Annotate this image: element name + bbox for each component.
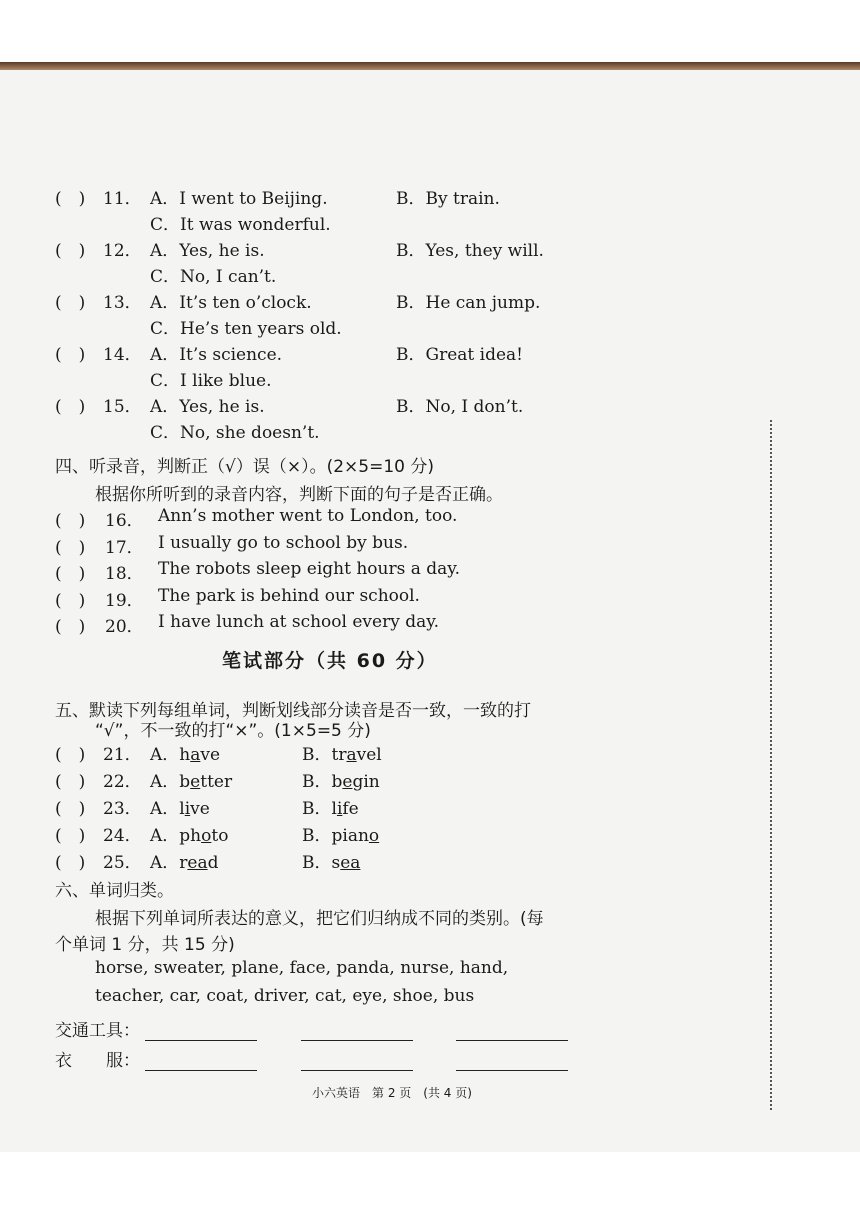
category-transport [55,1016,568,1041]
word-b-underlined: i [336,799,343,819]
category-clothes-label: 衣 服： [55,1051,140,1071]
answer-paren[interactable]: ( ) [55,799,86,819]
word-a-underlined: e [190,772,201,792]
word-a-pre: r [179,853,188,873]
word-a [150,848,219,873]
option-a: A．I went to Beijing. [150,189,328,209]
word-b-pre: pian [331,826,369,846]
word-a-label: A． [150,853,180,873]
word-a-post: ve [200,745,221,765]
answer-paren[interactable]: ( ) [55,745,86,765]
question-number: 17． [105,537,144,558]
page-footer: 小六英语 第 2 页 (共 4 页) [312,1086,472,1100]
answer-paren[interactable]: ( ) [55,826,86,846]
word-bank-line1: horse, sweater, plane, face, panda, nurse, hand, [95,958,509,978]
word-a-label: A． [150,826,180,846]
word-b-post: gin [352,772,380,792]
word-a-pre: ph [179,826,202,846]
question-number: 23． [103,799,142,819]
statement-text: Ann’s mother went to London, too. [158,506,458,526]
option-b: B．He can jump. [396,293,541,313]
word-b-underlined: ea [340,853,361,873]
question-number: 21． [103,745,142,765]
answer-paren[interactable]: ( ) [55,537,86,558]
answer-paren[interactable]: ( ) [55,853,86,873]
question-number: 22． [103,772,142,792]
word-b [302,848,360,873]
word-bank-line2: teacher, car, coat, driver, cat, eye, shoe, bus [95,986,475,1006]
paper-top-edge [0,62,860,70]
answer-blank[interactable] [145,1022,257,1041]
answer-blank[interactable] [145,1052,257,1071]
question-number: 11． [103,189,142,209]
answer-paren[interactable]: ( ) [55,397,86,417]
question-number: 18． [105,564,144,584]
word-a-underlined: ea [187,853,208,873]
word-b-post: fe [342,799,359,819]
word-b [302,794,359,819]
binding-dotted-line [770,420,780,1110]
word-a-pre: h [179,745,191,765]
answer-blank[interactable] [456,1022,568,1041]
word-b-pre: b [331,772,343,792]
option-a: A．It’s ten o’clock. [150,293,312,313]
word-b-label: B． [302,826,332,846]
word-b-label: B． [302,799,332,819]
question-number: 12． [103,241,142,261]
word-b-label: B． [302,745,332,765]
option-b: B．By train. [396,189,500,209]
statement-text: I have lunch at school every day. [158,612,439,632]
word-a [150,767,232,792]
answer-blank[interactable] [301,1022,413,1041]
answer-paren[interactable]: ( ) [55,293,86,313]
section5-title-line1: 五、默读下列每组单词，判断划线部分读音是否一致，一致的打 [55,701,531,721]
word-b-label: B． [302,772,332,792]
word-b-post: vel [356,745,382,765]
option-c: C．I like blue. [150,371,272,391]
option-c: C．No, I can’t. [150,267,277,287]
word-a-post: tter [200,772,233,792]
answer-blank[interactable] [456,1052,568,1071]
word-b [302,740,382,765]
written-part-title: 笔试部分（共 60 分） [222,650,438,672]
section5-title-line2: “√”，不一致的打“×”。(1×5=5 分) [95,721,371,741]
word-b [302,821,379,846]
option-b: B．Yes, they will. [396,241,544,261]
category-clothes [55,1046,568,1071]
answer-paren[interactable]: ( ) [55,617,86,637]
word-b [302,767,380,792]
question-number: 20． [105,617,144,637]
answer-paren[interactable]: ( ) [55,189,86,209]
word-a-post: ve [190,799,210,819]
option-a: A．Yes, he is. [150,241,265,261]
section6-title: 六、单词归类。 [55,881,174,901]
word-a-underlined: i [184,799,191,819]
question-number: 24． [103,826,142,846]
word-a-underlined: o [201,826,212,846]
question-number: 15． [103,397,142,417]
option-b: B．No, I don’t. [396,397,524,417]
question-number: 19． [105,590,144,611]
word-a-pre: l [179,799,185,819]
option-c: C．It was wonderful. [150,215,331,235]
word-a-label: A． [150,745,180,765]
answer-paren[interactable]: ( ) [55,241,86,261]
word-a [150,794,210,819]
statement-text: The park is behind our school. [158,585,420,606]
answer-paren[interactable]: ( ) [55,772,86,792]
option-a: A．Yes, he is. [150,397,265,417]
question-number: 16． [105,511,144,531]
word-a-pre: b [179,772,191,792]
section4-title: 四、听录音，判断正（√）误（×）。(2×5=10 分) [55,457,434,477]
answer-paren[interactable]: ( ) [55,590,86,611]
word-b-underlined: e [342,772,353,792]
word-a-label: A． [150,772,180,792]
question-number: 14． [103,345,142,365]
option-a: A．It’s science. [150,345,283,365]
word-b-underlined: o [368,826,380,846]
answer-paren[interactable]: ( ) [55,564,86,584]
word-b-underlined: a [346,745,357,765]
word-a [150,740,220,765]
word-a-label: A． [150,799,180,819]
option-b: B．Great idea! [396,345,523,365]
question-number: 25． [103,853,142,873]
answer-blank[interactable] [301,1052,413,1071]
option-c: C．He’s ten years old. [150,319,342,339]
answer-paren[interactable]: ( ) [55,511,86,531]
question-number: 13． [103,293,142,313]
statement-text: The robots sleep eight hours a day. [158,559,461,579]
statement-text: I usually go to school by bus. [158,532,409,553]
word-a [150,821,228,846]
section4-instruction: 根据你所听到的录音内容，判断下面的句子是否正确。 [95,485,503,505]
section6-instruction-line2: 个单词 1 分，共 15 分) [55,935,235,955]
word-a-post: to [211,826,229,846]
answer-paren[interactable]: ( ) [55,345,86,365]
category-transport-label: 交通工具： [55,1021,140,1041]
word-a-post: d [207,853,219,873]
word-b-pre: l [331,799,337,819]
word-a-underlined: a [190,745,201,765]
section6-instruction-line1: 根据下列单词所表达的意义，把它们归纳成不同的类别。(每 [95,909,544,929]
word-b-pre: tr [331,745,347,765]
word-b-label: B． [302,853,332,873]
option-c: C．No, she doesn’t. [150,423,320,443]
word-b-pre: s [331,853,341,873]
